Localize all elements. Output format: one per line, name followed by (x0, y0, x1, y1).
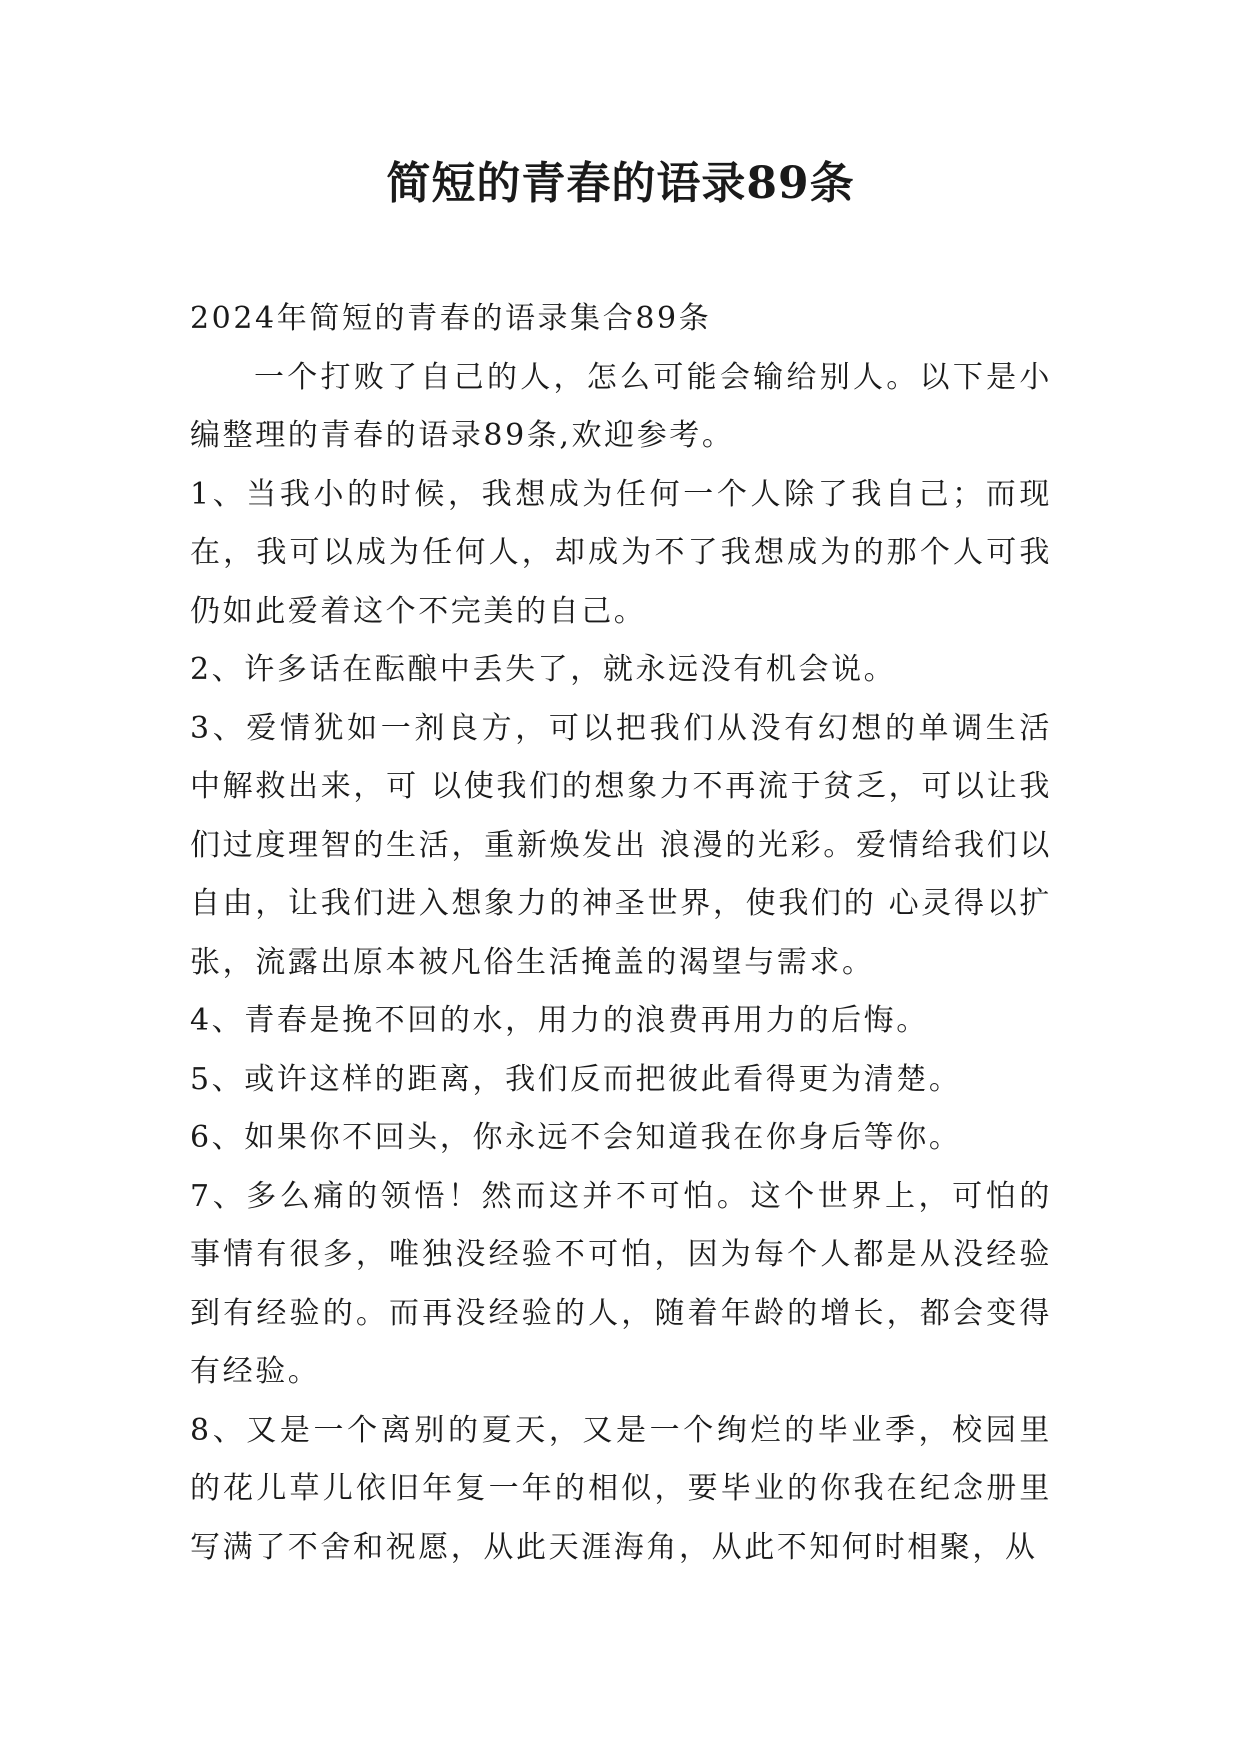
document-title: 简短的青春的语录89条 (386, 158, 855, 209)
quote-item-2: 2、许多话在酝酿中丢失了，就永远没有机会说。 (190, 652, 897, 687)
quote-item-5: 5、或许这样的距离，我们反而把彼此看得更为清楚。 (190, 1061, 962, 1097)
document-body (190, 290, 1052, 1577)
document-subtitle: 2024年简短的青春的语录集合89条 (190, 301, 712, 336)
intro-paragraph: 一个打败了自己的人，怎么可能会输给别人。以下是小编整理的青春的语录89条,欢迎参考。 (190, 359, 1052, 453)
quote-item-8: 8、又是一个离别的夏天，又是一个绚烂的毕业季，校园里的花儿草儿依旧年复一年的相似，要毕业的你我在纪念册里写满了不舍和祝愿，从此天涯海角，从此不知何时相聚，从 (190, 1412, 1052, 1565)
quote-item-7: 7、多么痛的领悟！然而这并不可怕。这个世界上，可怕的事情有很多，唯独没经验不可怕，因为每个人都是从没经验到有经验的。而再没经验的人，随着年龄的增长，都会变得有经验。 (190, 1178, 1052, 1389)
quote-item-3: 3、爱情犹如一剂良方，可以把我们从没有幻想的单调生活中解救出来，可 以使我们的想象力不再流于贫乏，可以让我们过度理智的生活，重新焕发出 浪漫的光彩。爱情给我们以自由，让我们进入想象力的神圣世界，使我们的 心灵得以扩张，流露出原本被凡俗生活掩盖的渴望与需求。 (190, 710, 1052, 980)
quote-item-1: 1、当我小的时候，我想成为任何一个人除了我自己；而现在，我可以成为任何人，却成为不了我想成为的那个人可我仍如此爱着这个不完美的自己。 (190, 476, 1052, 629)
quote-item-4: 4、青春是挽不回的水，用力的浪费再用力的后悔。 (190, 1003, 929, 1038)
quote-item-6: 6、如果你不回头，你永远不会知道我在你身后等你。 (190, 1120, 962, 1155)
